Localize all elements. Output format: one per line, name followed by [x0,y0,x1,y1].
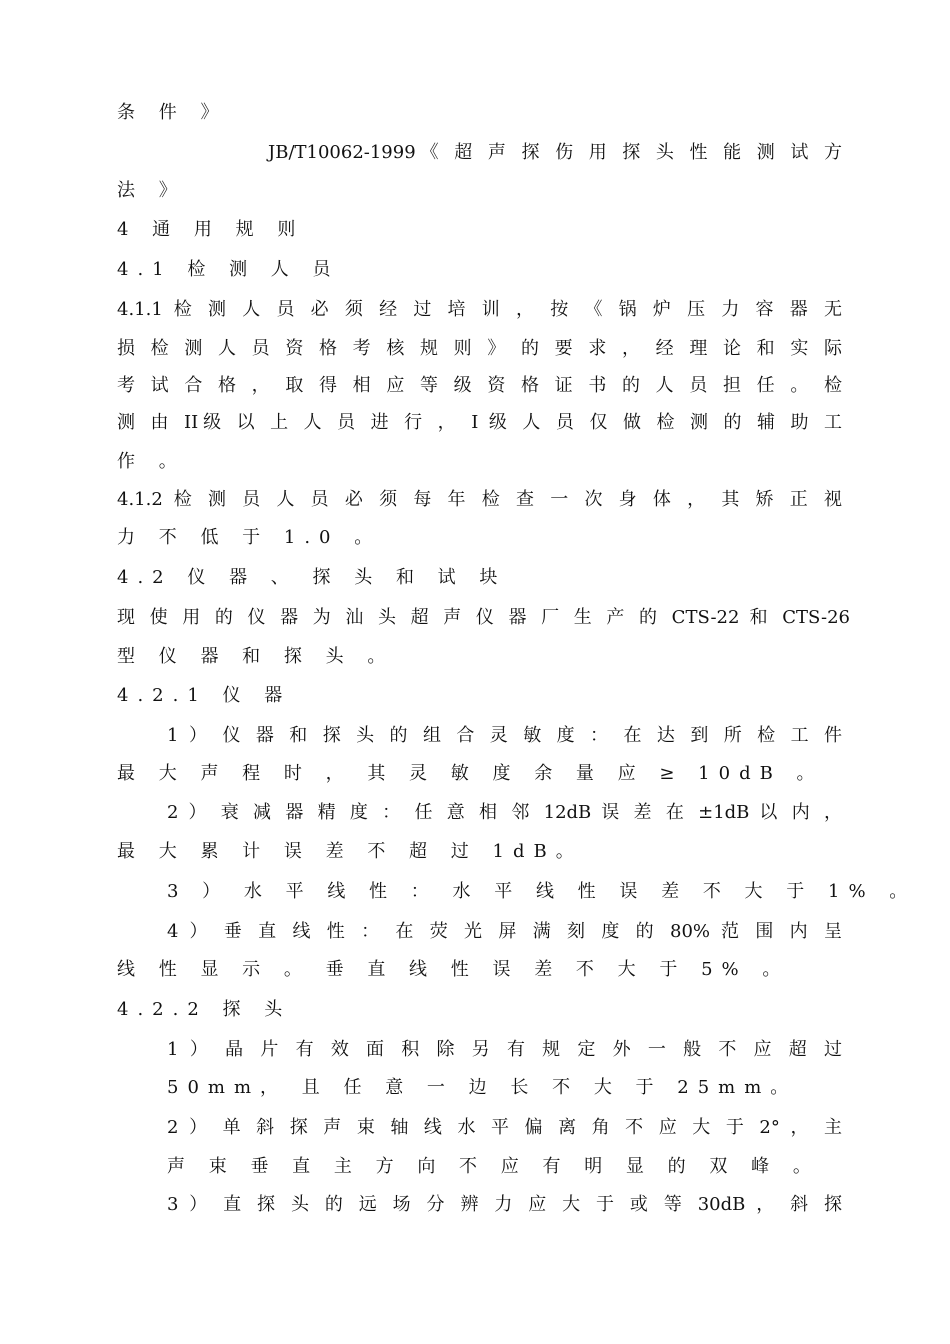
text-line: 最 大 累 计 误 差 不 超 过 1dB。 [117,841,583,862]
text-line: 考 试 合 格 ， 取 得 相 应 等 级 资 格 证 书 的 人 员 担 任 。 检 [117,375,842,396]
section-heading: 4.2.2 探 头 [117,999,292,1020]
text-line: 线 性 显 示 。 垂 直 线 性 误 差 不 大 于 5% 。 [117,959,790,980]
list-item: 3 ） 水 平 线 性 ： 水 平 线 性 误 差 不 大 于 1% 。 [167,881,917,902]
section-heading: 4.1 检 测 人 员 [117,259,340,280]
text-line: 损 检 测 人 员 资 格 考 核 规 则 》 的 要 求 ， 经 理 论 和 实 际 [117,338,842,359]
section-heading: 4.2 仪 器 、 探 头 和 试 块 [117,567,507,588]
list-item: 2 ） 单 斜 探 声 束 轴 线 水 平 偏 离 角 不 应 大 于 2° ， 主 [167,1117,842,1138]
text-line: 作 。 [117,451,186,472]
list-item: 1 ） 仪 器 和 探 头 的 组 合 灵 敏 度 ： 在 达 到 所 检 工 件 [167,725,842,746]
text-line: 4.1.2 检 测 员 人 员 必 须 每 年 检 查 一 次 身 体 ， 其 矫 正 视 [117,489,842,510]
text-line: 法 》 [117,180,186,201]
text-line: 条 件 》 [117,102,228,123]
text-line: 50mm， 且 任 意 一 边 长 不 大 于 25mm。 [167,1077,798,1098]
section-heading: 4 通 用 规 则 [117,219,305,240]
list-item: 2 ） 衰 减 器 精 度 ： 任 意 相 邻 12dB 误 差 在 ±1dB 以 内 ， [167,802,842,823]
list-item: 3 ） 直 探 头 的 远 场 分 辨 力 应 大 于 或 等 30dB ， 斜 探 [167,1194,842,1215]
text-line: 最 大 声 程 时 ， 其 灵 敏 度 余 量 应 ≥ 10dB 。 [117,763,824,784]
text-line: 力 不 低 于 1.0 。 [117,527,382,548]
text-line: 测 由 II级 以 上 人 员 进 行 ， I 级 人 员 仅 做 检 测 的 辅 助 工 [117,412,842,433]
text-line: 现 使 用 的 仪 器 为 汕 头 超 声 仪 器 厂 生 产 的 CTS-22 和 CTS-26 [117,607,850,628]
text-line: 4.1.1 检 测 人 员 必 须 经 过 培 训 ， 按 《 锅 炉 压 力 容 器 无 [117,299,842,320]
list-item: 1 ） 晶 片 有 效 面 积 除 另 有 规 定 外 一 般 不 应 超 过 [167,1039,842,1060]
section-heading: 4.2.1 仪 器 [117,685,292,706]
text-line: 型 仪 器 和 探 头 。 [117,646,395,667]
text-line: 声 束 垂 直 主 方 向 不 应 有 明 显 的 双 峰 。 [167,1156,820,1177]
list-item: 4 ） 垂 直 线 性 ： 在 荧 光 屏 满 刻 度 的 80% 范 围 内 呈 [167,921,842,942]
text-line: JB/T10062-1999《 超 声 探 伤 用 探 头 性 能 测 试 方 [268,142,842,163]
